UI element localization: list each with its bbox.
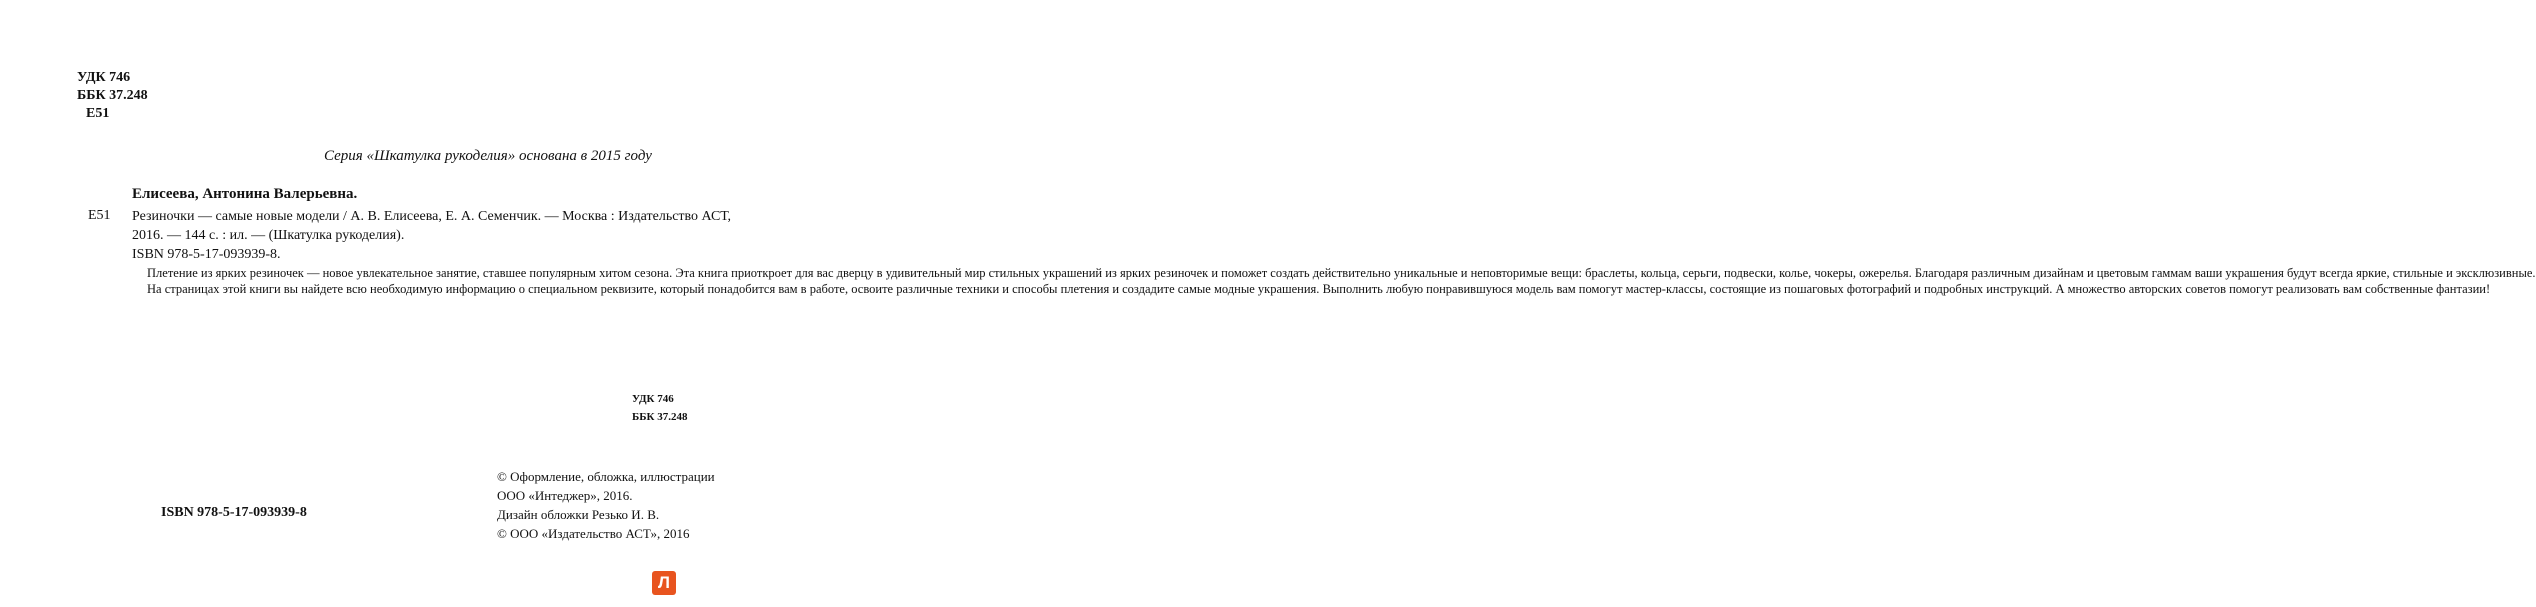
annotation xyxy=(136,265,2536,297)
bbk-code: ББК 37.248 xyxy=(632,411,688,423)
classification-codes xyxy=(77,69,148,123)
bibliographic-line: 2016. — 144 с. : ил. — (Шкатулка рукоделия). xyxy=(132,228,405,243)
annotation-line: На страницах этой книги вы найдете всю необходимую информацию о специальном реквизите, который xyxy=(147,282,705,296)
classification-codes-right xyxy=(632,390,688,426)
publisher-logo-icon: Л xyxy=(652,571,676,595)
annotation-paragraph xyxy=(136,265,2536,281)
author-heading: Елисеева, Антонина Валерьевна. xyxy=(132,186,358,202)
annotation-line: Выполнить любую понравившуюся модель вам помогут мастер-классы, состоящие из пошаговых фотографий и xyxy=(1322,282,1921,296)
copyright-line: © ООО «Издательство АСТ», 2016 xyxy=(497,526,690,541)
copyright-line: Дизайн обложки Резько И. В. xyxy=(497,507,660,522)
copyright-line: © Оформление, обложка, иллюстрации xyxy=(497,469,715,484)
author-mark: Е51 xyxy=(88,208,111,223)
series-note: Серия «Шкатулка рукоделия» основана в 2015 году xyxy=(324,148,652,164)
annotation-line: Благодаря различным дизайнам и цветовым гаммам ваши украшения будут всегда яркие, стильные и эксклюзивные. xyxy=(1914,266,2536,280)
annotation-line: понадобится вам в работе, освоите различные техники и способы плетения и создадите самые модные украшения. xyxy=(707,282,1320,296)
udk-code: УДК 746 xyxy=(632,393,674,405)
annotation-line: приоткроет для вас дверцу в удивительный мир стильных украшений из ярких резиночек и поможет создать xyxy=(731,266,1310,280)
annotation-line: действительно уникальные и неповторимые вещи: браслеты, кольца, серьги, подвески, колье, чокеры, ожерелья. xyxy=(1312,266,1912,280)
isbn-record: ISBN 978-5-17-093939-8. xyxy=(132,247,281,262)
bbk-code: ББК 37.248 xyxy=(77,88,148,103)
bibliographic-line: Резиночки — самые новые модели / А. В. Елисеева, Е. А. Семенчик. — Москва : Издательство АСТ, xyxy=(132,209,731,224)
copyright-line: ООО «Интеджер», 2016. xyxy=(497,488,633,503)
author-mark-code: Е51 xyxy=(86,106,110,121)
annotation-line: Плетение из ярких резиночек — новое увлекательное занятие, ставшее популярным хитом сезона. Эта книга xyxy=(147,266,729,280)
copyright-block xyxy=(497,467,715,543)
bibliographic-record xyxy=(132,207,731,245)
annotation-paragraph xyxy=(136,281,2491,297)
udk-code: УДК 746 xyxy=(77,70,131,85)
isbn-bottom: ISBN 978-5-17-093939-8 xyxy=(161,505,307,520)
annotation-line: подробных инструкций. А множество авторских советов помогут реализовать вам собственные фантазии! xyxy=(1923,282,2491,296)
